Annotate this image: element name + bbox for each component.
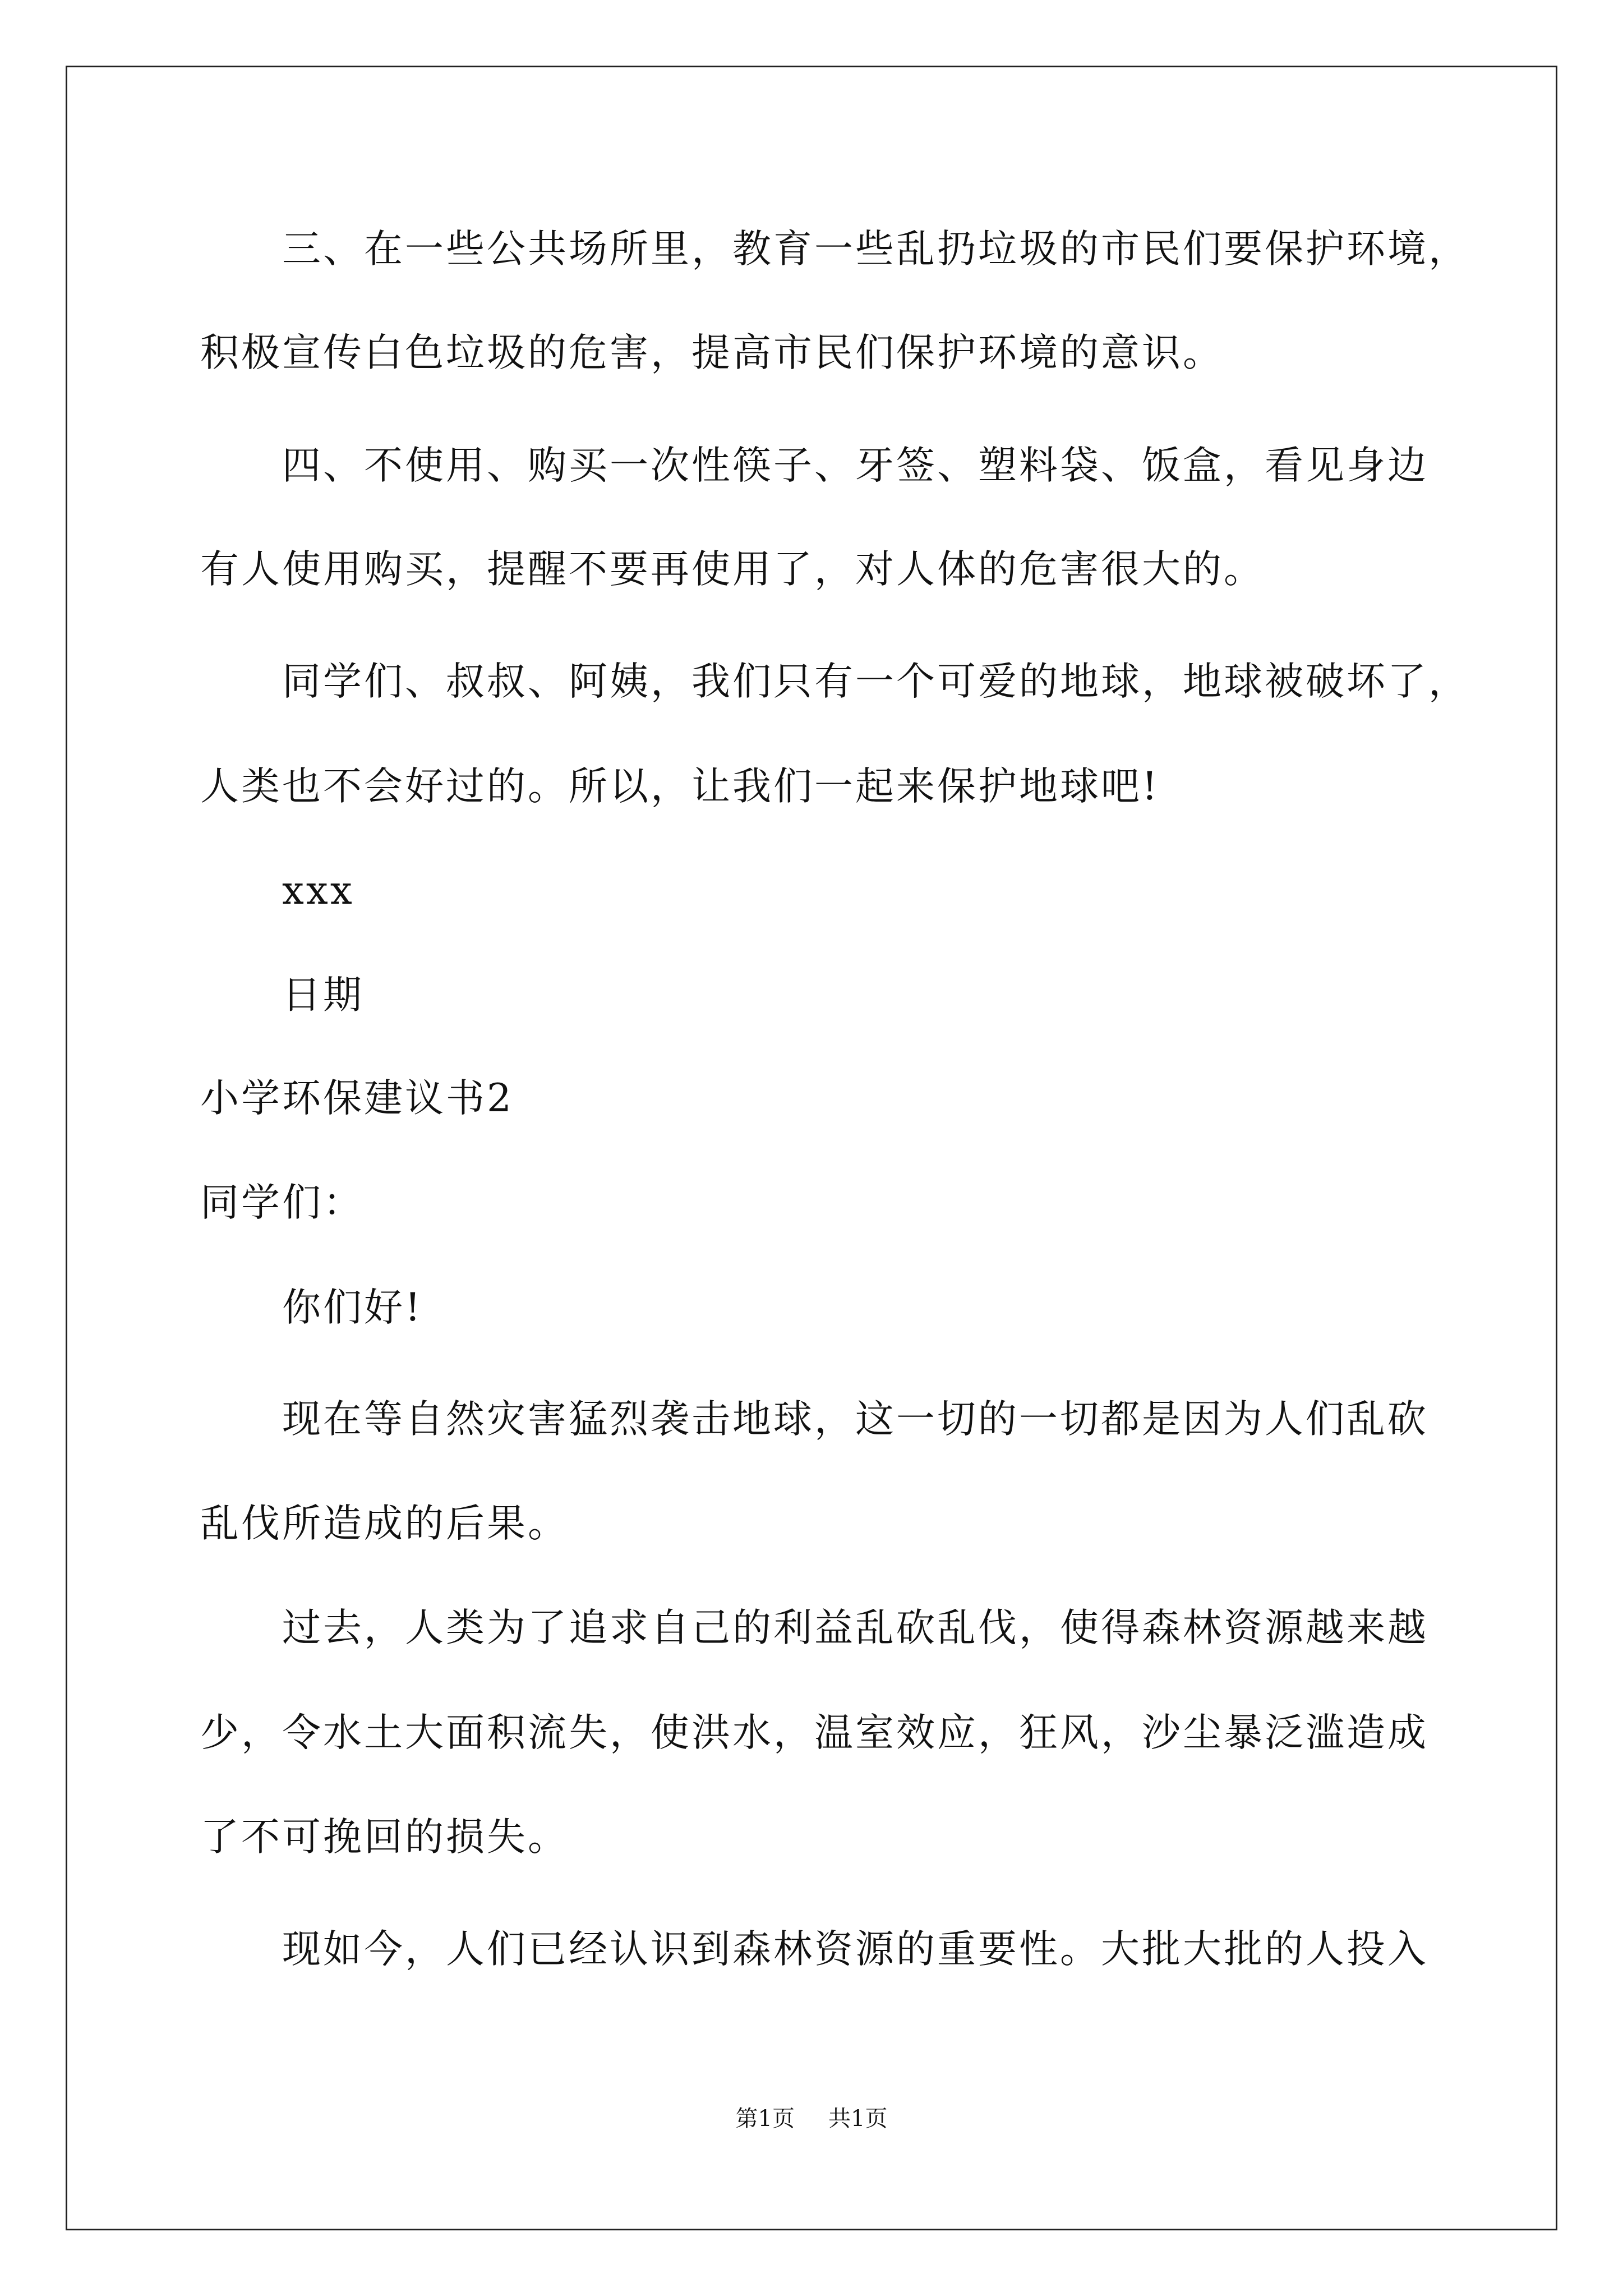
paragraph-line: 人类也不会好过的。所以，让我们一起来保护地球吧! bbox=[200, 764, 1160, 809]
page-total: 共1页 bbox=[828, 2106, 888, 2132]
paragraph-line: 同学们、叔叔、阿姨，我们只有一个可爱的地球，地球被破坏了， bbox=[282, 659, 1469, 704]
paragraph-line: 三、在一些公共场所里，教育一些乱扔垃圾的市民们要保护环境， bbox=[282, 227, 1469, 272]
page-border bbox=[66, 66, 1557, 2230]
paragraph-line: 积极宣传白色垃圾的危害，提高市民们保护环境的意识。 bbox=[200, 330, 1224, 375]
page-number: 第1页 bbox=[735, 2106, 795, 2132]
salutation: 同学们： bbox=[200, 1180, 364, 1225]
paragraph-line: 现如今，人们已经认识到森林资源的重要性。大批大批的人投入 bbox=[282, 1927, 1428, 1972]
paragraph-line: 乱伐所造成的后果。 bbox=[200, 1501, 569, 1546]
signature-line: xxx bbox=[282, 868, 354, 913]
greeting: 你们好! bbox=[282, 1285, 423, 1330]
paragraph-line: 现在等自然灾害猛烈袭击地球，这一切的一切都是因为人们乱砍 bbox=[282, 1397, 1428, 1442]
paragraph-line: 有人使用购买，提醒不要再使用了，对人体的危害很大的。 bbox=[200, 547, 1265, 592]
paragraph-line: 少，令水土大面积流失，使洪水，温室效应，狂风，沙尘暴泛滥造成 bbox=[200, 1710, 1428, 1755]
paragraph-line: 四、不使用、购买一次性筷子、牙签、塑料袋、饭盒，看见身边 bbox=[282, 443, 1428, 488]
paragraph-line: 了不可挽回的损失。 bbox=[200, 1815, 569, 1860]
section-title: 小学环保建议书2 bbox=[200, 1076, 514, 1121]
paragraph-line: 过去，人类为了追求自己的利益乱砍乱伐，使得森林资源越来越 bbox=[282, 1605, 1428, 1650]
date-line: 日期 bbox=[282, 973, 364, 1018]
page-footer bbox=[0, 2105, 1623, 2133]
